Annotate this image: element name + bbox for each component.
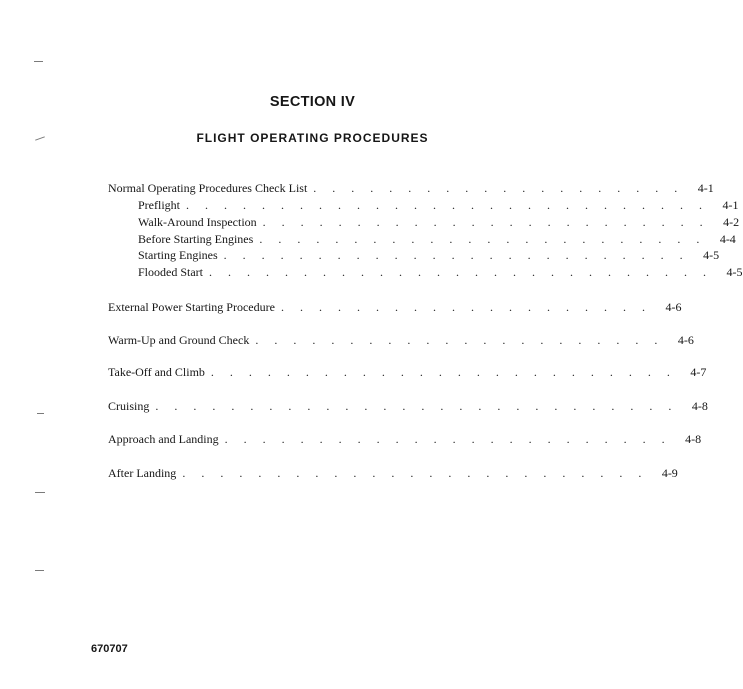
- toc-entry-cruising: [108, 398, 708, 414]
- toc-entry-external-power: [108, 299, 682, 315]
- toc-leader-dots: . . . . . . . . . . . . . . . . . . . .: [280, 300, 652, 314]
- toc-leader-dots: . . . . . . . . . . . . . . . . . . . . . . . . . . . .: [186, 198, 709, 212]
- toc-leader-dots: . . . . . . . . . . . . . . . . . . . . . . . .: [224, 432, 672, 446]
- margin-scan-mark: [37, 413, 44, 414]
- toc-leader-dots: . . . . . . . . . . . . . . . . . . . . . . . . . . . .: [155, 399, 678, 413]
- document-number: 670707: [91, 643, 128, 655]
- toc-entry-page: 4-6: [665, 300, 682, 314]
- toc-entry-label: External Power Starting Procedure: [108, 300, 275, 314]
- toc-entry-before-starting-engines: [138, 231, 736, 247]
- toc-leader-dots: . . . . . . . . . . . . . . . . . . . . . . . .: [262, 215, 710, 229]
- margin-scan-mark: [35, 492, 45, 493]
- toc-entry-label: Take-Off and Climb: [108, 365, 205, 379]
- toc-entry-label: Approach and Landing: [108, 432, 219, 446]
- toc-entry-walk-around-inspection: [138, 214, 740, 230]
- toc-leader-dots: . . . . . . . . . . . . . . . . . . . . . . . .: [259, 232, 706, 246]
- toc-entry-label: Starting Engines: [138, 248, 218, 262]
- toc-entry-preflight: [138, 197, 739, 213]
- toc-entry-page: 4-4: [719, 232, 736, 246]
- toc-entry-label: Warm-Up and Ground Check: [108, 333, 250, 347]
- toc-entry-normal-operating-procedures: [108, 180, 714, 196]
- toc-entry-label: Walk-Around Inspection: [138, 215, 257, 229]
- toc-entry-page: 4-7: [690, 365, 707, 379]
- toc-entry-label: Normal Operating Procedures Check List: [108, 181, 308, 195]
- toc-entry-page: 4-5: [726, 265, 743, 279]
- toc-entry-label: Before Starting Engines: [138, 232, 254, 246]
- toc-entry-page: 4-1: [722, 198, 739, 212]
- toc-entry-after-landing: [108, 465, 678, 481]
- toc-leader-dots: . . . . . . . . . . . . . . . . . . . . . . . . .: [223, 248, 690, 262]
- toc-entry-page: 4-8: [691, 399, 708, 413]
- section-heading: SECTION IV: [269, 94, 356, 110]
- toc-entry-label: Preflight: [138, 198, 180, 212]
- toc-leader-dots: . . . . . . . . . . . . . . . . . . . . . . . . . . .: [209, 265, 713, 279]
- toc-leader-dots: . . . . . . . . . . . . . . . . . . . . . . . . .: [210, 365, 677, 379]
- toc-entry-label: Flooded Start: [138, 265, 203, 279]
- toc-entry-page: 4-9: [661, 466, 678, 480]
- toc-entry-page: 4-8: [685, 432, 702, 446]
- toc-entry-page: 4-5: [703, 248, 720, 262]
- toc-entry-approach-and-landing: [108, 431, 702, 447]
- toc-leader-dots: . . . . . . . . . . . . . . . . . . . . . . . . .: [182, 466, 648, 480]
- toc-leader-dots: . . . . . . . . . . . . . . . . . . . . . .: [255, 333, 664, 347]
- toc-entry-starting-engines: [138, 247, 720, 263]
- toc-entry-flooded-start: [138, 264, 743, 280]
- toc-entry-page: 4-6: [677, 333, 694, 347]
- margin-scan-mark: [35, 570, 44, 571]
- toc-entry-warm-up: [108, 332, 694, 348]
- toc-entry-page: 4-1: [697, 181, 714, 195]
- margin-scan-mark: [34, 61, 43, 62]
- toc-entry-take-off-and-climb: [108, 364, 707, 380]
- toc-leader-dots: . . . . . . . . . . . . . . . . . . . .: [313, 181, 684, 195]
- toc-entry-label: Cruising: [108, 399, 150, 413]
- section-subtitle: FLIGHT OPERATING PROCEDURES: [196, 131, 429, 145]
- toc-entry-page: 4-2: [723, 215, 740, 229]
- toc-entry-label: After Landing: [108, 466, 177, 480]
